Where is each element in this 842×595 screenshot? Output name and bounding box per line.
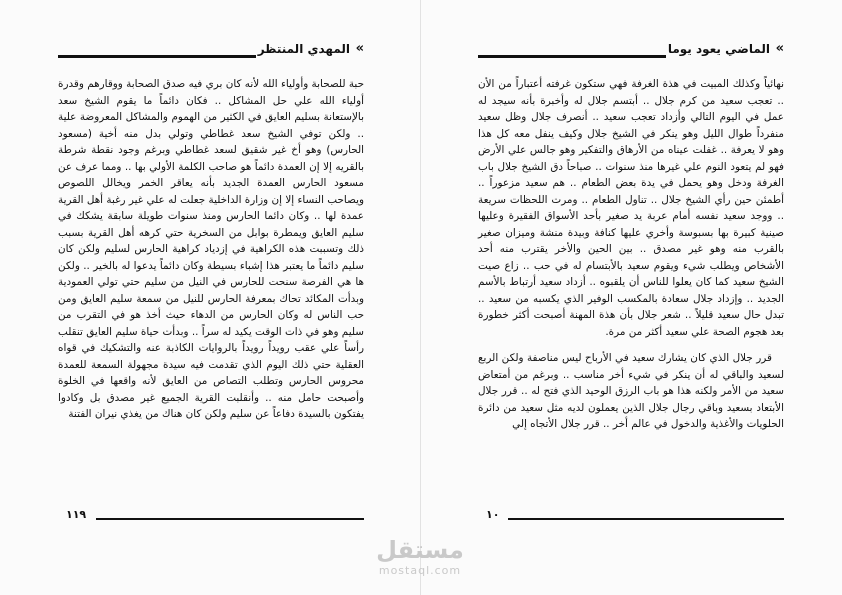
- header-rule: [58, 55, 256, 58]
- left-header-title: المهدي المنتظر: [257, 42, 350, 56]
- paragraph: قرر جلال الذي كان يشارك سعيد في الأرباح ليس مناصفة ولكن الربع لسعيد والباقي له أن ينكر في شيء أخر مناسب .. وبرغم من أمتعاض سعيد من الأمر ولكنه هذا هو باب الرزق الوحيد الذي فتح له .. قرر جلال الأبتعاد بسعيد وباقي رجال جلال الذين يعملون لديه مثل سعيد من دائرة الحلويات والأغذية والدخول في عالم أخر .. قرر جلال الأتجاه إلي: [478, 352, 784, 430]
- paragraph: نهائياً وكذلك المبيت في هذة الغرفة فهي ستكون غرفته أعتباراً من الأن .. تعجب سعيد من كرم جلال .. أبتسم جلال له وأخبرة بأنه سيجد له عمل في اليوم التالي وأزداد تعجب سعيد .. أنصرف جلال وظل سعيد منفرداً طوال الليل وهو ينكر في الشيخ جلال وكيف ينفل معه كل هذا وهو لا يعرفة .. غفلت عيناه من الأرهاق والتفكير وهو جالس علي الأرض فهو لم يتعود النوم علي غيرها منذ سنوات .. صباحاً دق الشيخ جلال باب الغرفة ودخل وهو يحمل في يدة بعض الطعام .. هم سعيد مزعوراً .. أطمئن حين رأي الشيخ جلال .. تناول الطعام .. ومرت اللحظات سريعة .. ووجد سعيد نفسه أمام عربة يد صغير بأحد الأسواق الفقيرة وعليها صينية كبيرة بها بسبوسة وأخري عليها كنافة وبيدة منشة وميزان صغير بالقرب منه وهو غير مصدق .. بين الحين والأخر يقترب منه أحد الأشخاص ويطلب شيء ويقوم سعيد بالأبتسام له في حب .. زاع صيت الشيخ سعيد كما كان يعلوا للناس أن يلقبوه .. أزداد سعيد أرتباط بالأسم الجديد .. وإزداد جلال سعادة بالمكسب الوفير الذي يكسبه من سعيد .. تبدل حال سعيد قليلاً .. شعر جلال بأن هذة المهنة أصبحت أكثر خطورة بعد هجوم الصحة علي سعيد أكثر من مرة.: [478, 78, 784, 338]
- left-body-text: [58, 76, 364, 423]
- header-rule: [478, 55, 666, 58]
- left-page-number: [58, 508, 364, 525]
- left-page-header: [58, 42, 364, 64]
- page-number-text: ١١٩: [66, 508, 87, 521]
- footer-rule: [508, 518, 784, 520]
- right-page-header: [478, 42, 784, 64]
- right-header-title: الماضي يعود يوما: [667, 42, 770, 56]
- footer-rule: [96, 518, 364, 520]
- right-page-number: [478, 508, 784, 525]
- right-body-text: [478, 76, 784, 433]
- watermark-logo: [364, 536, 476, 577]
- chevron-icon: »: [355, 41, 364, 56]
- watermark-text: مستقل: [376, 536, 464, 564]
- paragraph: حبة للصحابة وأولياء الله لأنه كان بري فيه صدق الصحابة ووقارهم وقدرة أولياء الله علي حل المشاكل .. فكان دائماً ما يقوم الشيخ سعد بالإستعانة بسليم العايق في الكثير من الهموم والمشاكل المعروضة علية .. ولكن توفي الشيخ سعد غطاطي وتولي بدل منه أخية (مسعود الحارس) وهو أخ غير شقيق لسعد غطاطي وبرغم وجود نقطة شرطة بالقريه إلا إن العمدة دائماً هو صاحب الكلمة الأولي بها .. ومما عرف عن مسعود الحارس العمدة الجديد بأنه يعاقر الخمر ويخالل اللصوص ويصاحب النساء إلا إن وزارة الداخلية جعلت له علي غير رغبة أهل القرية عمدة لها .. وكان دائما الحارس ومنذ سنوات طويلة سابقة يشكك في سليم العايق ويمطرة بوابل من السخرية حتي كرهه أهل القرية بسبب ذلك وتسببت هذه الكراهية في إزدياد كراهية الحارس لسليم ولكن كان سليم دائماً ما يعتبر هذا إشباء بسيطة وكان دائماً يدعوا له بالخير .. ولكن ها هي الفرصة سنحت للحارس في النيل من سليم حتي تولي العمودية وبدأت المكائد تحاك بمعرفة الحارس للنيل من سمعة سليم العايق ومن حب الناس له وكان الحارس من الدهاء حيث أخذ هو في التقرب من سليم وهو في ذات الوقت يكيد له سراً .. وبدأت حياة سليم العايق تنقلب رأساً علي عقب رويداً رويداً بالروايات الكاذبة عنه والتشكيك في قواه العقلية حتي ذلك اليوم الذي تقدمت فيه سيدة مجهولة السمعة للعمدة محروس الحارس وتطلب التصاص من العايق لأنه واقعها في الخلوة وأصبحت حامل منه .. وأنقلبت القرية الجميع غير مصدق بل وكادوا يفتكون بالسيدة دفاعاً عن سليم ولكن كان هناك من يغذي نيران الفتنة: [58, 78, 364, 420]
- page-number-text: ١٠: [486, 508, 500, 521]
- right-page: [421, 0, 842, 595]
- chevron-icon: »: [775, 41, 784, 56]
- watermark-url: mostaql.com: [378, 564, 462, 577]
